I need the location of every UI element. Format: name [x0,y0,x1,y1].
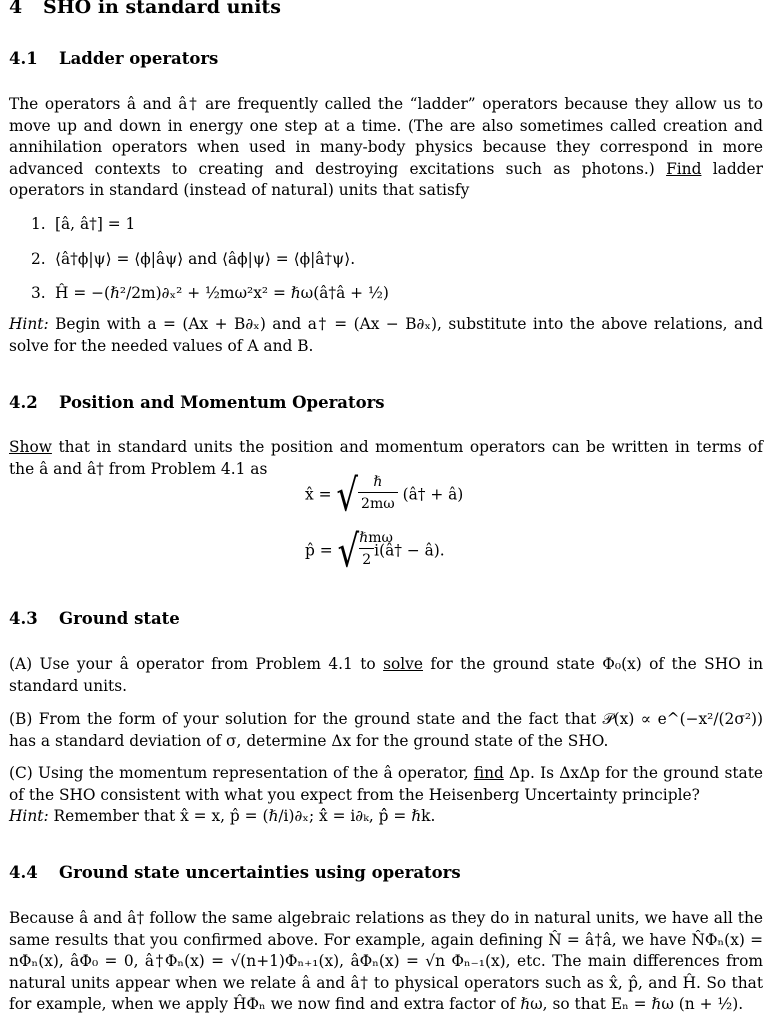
list-item-equation: [â, â†] = 1 [55,215,136,233]
paragraph-text: The operators â and â† are frequently called the “ladder” operators because they allow us to move up and down in energy one step at a time. (The are also sometimes called creation and annihilation operators when used in many-body physics because they correspond in more advanced contexts to creating and destroying excitations such as photons.) [9,95,763,178]
subsection-number: 4.1 [9,49,38,68]
subsection-title-text: Position and Momentum Operators [59,393,385,412]
subsection-4-1-title [9,48,218,70]
paragraph-text: (C) Using the momentum representation of the â operator, [9,764,474,782]
list-item [31,249,761,271]
subsection-number: 4.2 [9,393,38,412]
hint-text: Begin with a = (Ax + B∂ₓ) and a† = (Ax − B∂ₓ), substitute into the above relations, and solve for the needed values of A and B. [9,315,763,355]
paragraph-text: for the ground state Φ₀(x) of the SHO in standard units. [9,655,763,695]
list-item-equation: Ĥ = −(ℏ²/2m)∂ₓ² + ½mω²x² = ℏω(â†â + ½) [55,284,389,302]
show-link[interactable]: Show [9,438,52,456]
paragraph-ladder-intro [9,94,763,202]
section-number: 4 [9,0,23,18]
subsection-title-text: Ladder operators [59,49,219,68]
list-item-number: 3. [31,284,46,302]
subsection-title-text: Ground state [59,609,180,628]
part-c-paragraph [9,763,763,828]
momentum-operator-equation [305,525,445,578]
hint-label: Hint: [9,807,49,825]
part-b-paragraph [9,709,763,752]
paragraph-text: Δp. Is ΔxΔp for the ground state of the SHO consistent with what you expect from the Heisenberg Uncertainty principle? [9,764,763,804]
subsection-number: 4.4 [9,863,38,882]
subsection-4-2-title [9,392,385,414]
paragraph-text: ladder operators in standard (instead of natural) units that satisfy [9,159,763,199]
fraction-numerator: ℏ [373,474,383,490]
fraction-numerator: ℏmω [359,530,393,546]
position-operator-equation [305,469,464,522]
paragraph-text: (A) Use your â operator from Problem 4.1 to [9,655,384,673]
equation-lhs: p̂ = [305,541,333,560]
part-a-paragraph [9,654,763,697]
fraction-denominator: 2mω [361,496,395,512]
equation-lhs: x̂ = [305,485,332,504]
paragraph-text: (B) From the form of your solution for the ground state and the fact that 𝒫(x) ∝ e^(−x²/(2σ²)) has a standard deviation of σ, determine Δx for the ground state of the SHO. [9,710,763,750]
sqrt-sign: √ [337,525,360,578]
paragraph-operators [9,908,763,1016]
sqrt-sign: √ [336,469,359,522]
section-title [9,0,281,19]
list-item [31,214,761,236]
fraction [359,530,393,569]
list-item-equation: ⟨â†ϕ|ψ⟩ = ⟨ϕ|âψ⟩ and ⟨âϕ|ψ⟩ = ⟨ϕ|â†ψ⟩. [55,250,356,268]
subsection-4-3-title [9,608,180,630]
hint-text: Remember that x̂ = x, p̂ = (ℏ/i)∂ₓ; x̂̂ = i∂ₖ, p̂̂ = ℏk. [48,807,436,825]
list-item [31,283,761,305]
equation-rhs: (â† + â) [402,485,464,504]
hint-paragraph [9,314,763,357]
solve-link[interactable]: solve [383,655,423,673]
hint-label: Hint: [9,315,49,333]
find-link[interactable]: Find [666,159,702,178]
fraction [358,474,398,513]
paragraph-text: that in standard units the position and momentum operators can be written in terms of the â and â† from Problem 4.1 as [9,438,763,478]
equation-rhs: i(â† − â). [374,541,445,560]
fraction-denominator: 2 [362,552,372,568]
find-link[interactable]: find [473,764,504,782]
subsection-number: 4.3 [9,609,38,628]
paragraph-text: Because â and â† follow the same algebraic relations as they do in natural units, we have all the same results that you confirmed above. For example, again defining N̂ = â†â, we have N̂Φₙ(x) = nΦₙ(x), âΦ₀ = 0, â†Φₙ(x) = √(n+1)Φₙ₊₁(x), âΦₙ(x) = √n Φₙ₋₁(x), etc. The main differences from natural units appear when we relate â and â† to physical operators such as x̂, p̂, and Ĥ. So that for example, when we apply ĤΦₙ we now find and extra factor of ℏω, so that Eₙ = ℏω (n + ½). [9,909,763,1013]
subsection-4-4-title [9,862,461,884]
list-item-number: 1. [31,215,46,233]
list-item-number: 2. [31,250,46,268]
section-title-text: SHO in standard units [43,0,281,18]
subsection-title-text: Ground state uncertainties using operators [59,863,461,882]
